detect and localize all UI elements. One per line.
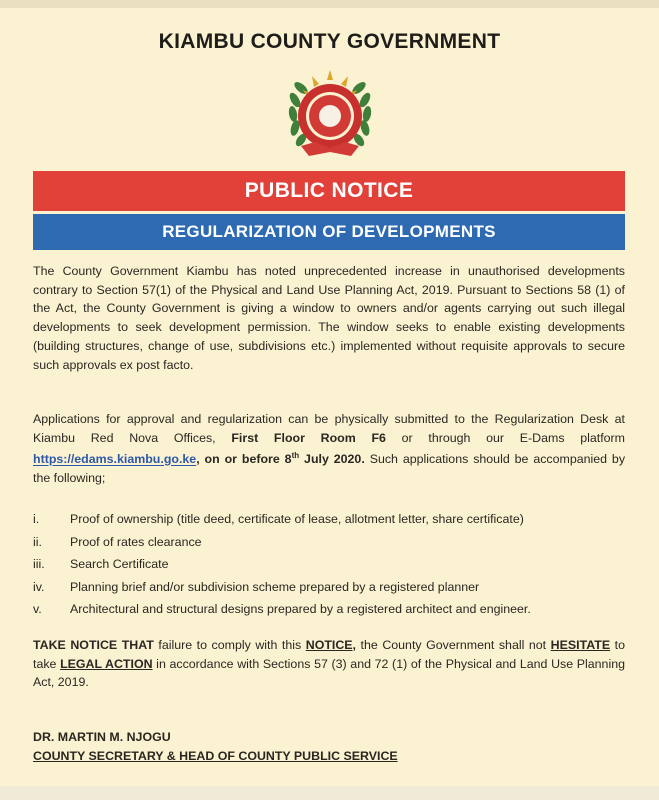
county-title: KIAMBU COUNTY GOVERNMENT — [158, 30, 501, 53]
deadline-suffix: th — [291, 451, 300, 461]
deadline-pre: , on or before 8 — [196, 452, 292, 467]
list-item-text: Architectural and structural designs prepared by a registered architect and engineer. — [70, 602, 531, 616]
subject-banner: REGULARIZATION OF DEVELOPMENTS — [33, 214, 625, 250]
list-item-text: Proof of ownership (title deed, certificate of lease, allotment letter, share certificate) — [70, 512, 524, 526]
list-item-text: Proof of rates clearance — [70, 534, 202, 549]
signatory-name: DR. MARTIN M. NJOGU — [33, 730, 171, 744]
list-item — [33, 508, 633, 531]
office-room: First Floor Room F6 — [231, 430, 386, 445]
list-item-number: iii. — [33, 557, 45, 571]
kiambu-county-crest-icon — [279, 64, 381, 166]
list-item — [33, 531, 633, 554]
deadline-post: July 2020. — [299, 452, 365, 467]
applications-mid: or through our E-Dams platform — [385, 430, 626, 445]
applications-outro: Such applications should be accompanied by the following; — [33, 452, 626, 486]
signatory-title: COUNTY SECRETARY & HEAD OF COUNTY PUBLIC SERVICE — [33, 749, 398, 763]
public-notice-banner: PUBLIC NOTICE — [33, 171, 625, 211]
list-item — [33, 553, 633, 576]
list-item-text: Search Certificate — [70, 557, 169, 571]
requirements-list — [33, 508, 633, 621]
take-notice-text-3: to take — [33, 638, 625, 671]
list-item — [33, 598, 633, 621]
take-notice-text-4: in accordance with Sections 57 (3) and 72 (1) of the Physical and Land Use Planning Act, 2019. — [33, 656, 625, 690]
list-item-number: v. — [33, 602, 42, 616]
bottom-edge — [0, 786, 659, 800]
applications-paragraph — [33, 410, 625, 488]
list-item-number: i. — [33, 512, 40, 526]
applications-intro: Applications for approval and regularization can be physically submitted to the Regularization Desk at Kiambu Red Nova Offices, — [33, 412, 625, 445]
take-notice-paragraph — [33, 636, 625, 692]
take-notice-text-1: failure to comply with this — [153, 638, 306, 652]
list-item — [33, 576, 633, 599]
top-edge — [0, 0, 659, 8]
edams-link[interactable]: https://edams.kiambu.go.ke — [33, 452, 197, 467]
intro-paragraph: The County Government Kiambu has noted unprecedented increase in unauthorised developments contrary to Section 57(1) of the Physical and Land Use Planning Act, 2019. Pursuant to Sections 58 (1) of the Act, the County Government is giving a window to owners and/or agents carrying out such illegal developments to seek development permission. The window seeks to enable existing developments (building structures, change of use, subdivisions etc.) implemented without requisite approvals to secure such approvals ex post facto. — [33, 264, 625, 372]
notice-word: NOTICE, — [305, 638, 357, 652]
list-item-text: Planning brief and/or subdivision scheme prepared by a registered planner — [70, 579, 480, 594]
legal-action-word: LEGAL ACTION — [60, 656, 153, 671]
list-item-number: ii. — [33, 534, 42, 549]
list-item-number: iv. — [33, 579, 45, 594]
take-notice-lead: TAKE NOTICE THAT — [33, 638, 154, 652]
hesitate-word: HESITATE — [550, 638, 611, 652]
take-notice-text-2: the County Government shall not — [356, 638, 551, 652]
